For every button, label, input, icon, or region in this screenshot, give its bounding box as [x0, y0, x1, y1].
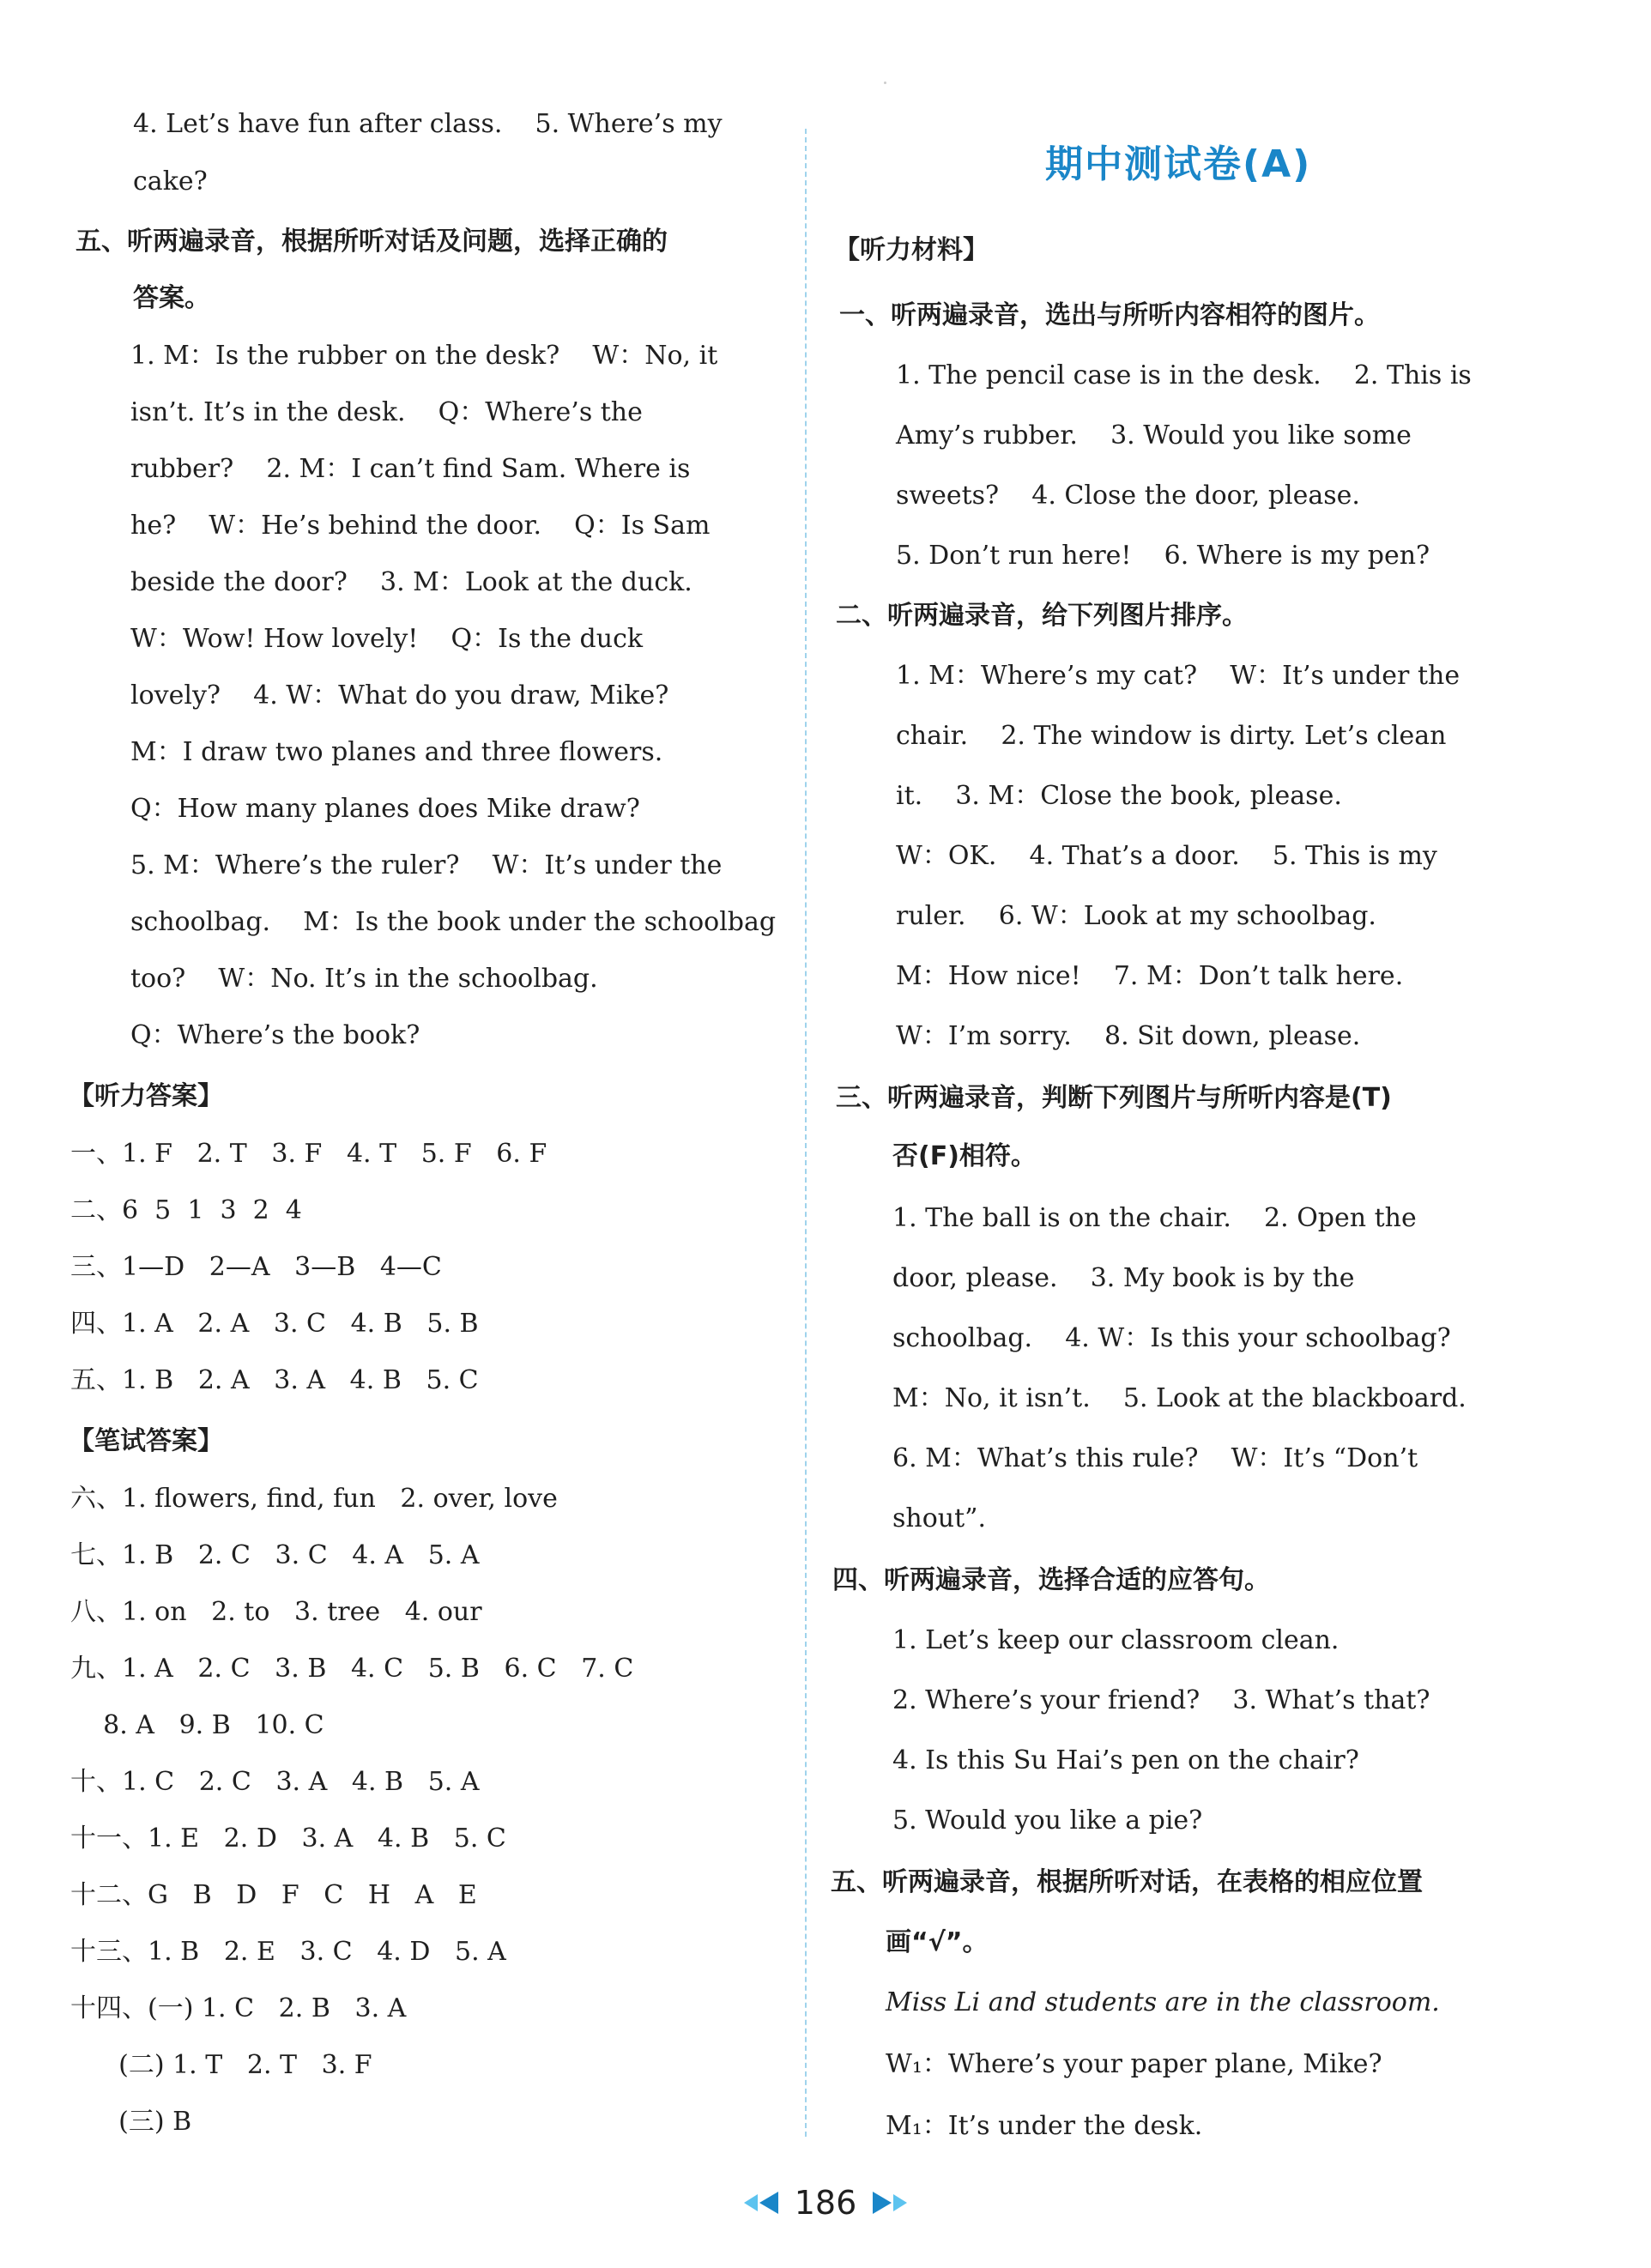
answer-line: 十一、1. E 2. D 3. A 4. B 5. C	[70, 1823, 506, 1854]
text-line: W：I’m sorry. 8. Sit down, please.	[896, 1021, 1361, 1051]
section-heading: 一、听两遍录音，选出与所听内容相符的图片。	[839, 300, 1380, 330]
materials-heading: 【听力材料】	[834, 235, 989, 265]
right-arrow-light-icon	[893, 2194, 907, 2211]
text-line: 5. M：Where’s the ruler? W：It’s under the	[130, 850, 723, 880]
text-line: ruler. 6. W：Look at my schoolbag.	[896, 901, 1376, 931]
text-line: 6. M：What’s this rule? W：It’s “Don’t	[892, 1443, 1418, 1473]
answer-line: 十二、G B D F C H A E	[70, 1880, 477, 1910]
text-line: lovely? 4. W：What do you draw, Mike?	[130, 680, 669, 711]
column-divider	[805, 129, 807, 2137]
text-line: W₁：Where’s your paper plane, Mike?	[886, 2049, 1382, 2079]
right-arrow-dark-icon	[873, 2192, 892, 2214]
text-line: 5. Don’t run here! 6. Where is my pen?	[896, 541, 1430, 571]
text-line: he? W：He’s behind the door. Q：Is Sam	[130, 511, 711, 541]
text-line: 1. M：Where’s my cat? W：It’s under the	[896, 661, 1460, 691]
text-line: 1. The ball is on the chair. 2. Open the	[892, 1203, 1417, 1233]
scan-speck	[884, 82, 886, 84]
answer-line: 八、1. on 2. to 3. tree 4. our	[70, 1597, 482, 1627]
answer-line: 七、1. B 2. C 3. C 4. A 5. A	[70, 1540, 480, 1570]
scene-description: Miss Li and students are in the classroom.	[886, 1987, 1440, 2017]
answers-heading: 【听力答案】	[69, 1081, 223, 1111]
text-line: Amy’s rubber. 3. Would you like some	[896, 420, 1412, 451]
section-heading: 五、听两遍录音，根据所听对话及问题，选择正确的	[76, 227, 668, 257]
text-line: 1. M：Is the rubber on the desk? W：No, it	[130, 341, 718, 371]
answer-line: 一、1. F 2. T 3. F 4. T 5. F 6. F	[70, 1139, 547, 1169]
text-line: chair. 2. The window is dirty. Let’s clean	[896, 721, 1447, 751]
answer-line: (三) B	[86, 2107, 192, 2137]
text-line: beside the door? 3. M：Look at the duck.	[130, 567, 692, 597]
answer-line: 六、1. flowers, find, fun 2. over, love	[70, 1484, 558, 1514]
text-line: M₁：It’s under the desk.	[886, 2111, 1203, 2141]
text-line: isn’t. It’s in the desk. Q：Where’s the	[130, 397, 643, 427]
double-left-arrow-icon[interactable]	[744, 2194, 783, 2211]
text-line: 4. Is this Su Hai’s pen on the chair?	[892, 1745, 1359, 1775]
text-line: schoolbag. 4. W：Is this your schoolbag?	[892, 1323, 1451, 1353]
section-heading: 答案。	[133, 283, 210, 313]
section-heading: 五、听两遍录音，根据所听对话，在表格的相应位置	[831, 1867, 1423, 1897]
answers-heading: 【笔试答案】	[69, 1426, 223, 1456]
text-line: M：How nice! 7. M：Don’t talk here.	[896, 961, 1404, 991]
text-line: door, please. 3. My book is by the	[892, 1263, 1355, 1293]
answer-line: 十三、1. B 2. E 3. C 4. D 5. A	[70, 1937, 506, 1967]
answer-line: 二、6 5 1 3 2 4	[70, 1195, 302, 1225]
page-footer	[0, 2184, 1651, 2235]
text-line: rubber? 2. M：I can’t find Sam. Where is	[130, 454, 691, 484]
section-heading: 画“√”。	[886, 1927, 989, 1957]
answer-line: 五、1. B 2. A 3. A 4. B 5. C	[70, 1365, 479, 1395]
text-line: 1. The pencil case is in the desk. 2. This is	[896, 360, 1472, 390]
text-line: W：Wow! How lovely! Q：Is the duck	[130, 624, 644, 654]
left-arrow-dark-icon	[759, 2192, 778, 2214]
section-heading: 二、听两遍录音，给下列图片排序。	[836, 601, 1248, 631]
text-line: 1. Let’s keep our classroom clean.	[892, 1625, 1340, 1655]
text-line: cake?	[133, 166, 208, 197]
text-line: Q：Where’s the book?	[130, 1020, 420, 1050]
section-heading: 否(F)相符。	[892, 1141, 1037, 1171]
answer-line: 三、1—D 2—A 3—B 4—C	[70, 1252, 442, 1282]
text-line: too? W：No. It’s in the schoolbag.	[130, 964, 598, 994]
text-line: M：No, it isn’t. 5. Look at the blackboard.	[892, 1383, 1467, 1413]
answer-line: 十、1. C 2. C 3. A 4. B 5. A	[70, 1767, 480, 1797]
text-line: it. 3. M：Close the book, please.	[896, 781, 1342, 811]
page-number: 186	[794, 2184, 857, 2222]
text-line: 4. Let’s have fun after class. 5. Where’s my	[133, 109, 723, 139]
text-line: 5. Would you like a pie?	[892, 1805, 1203, 1836]
answer-line: 四、1. A 2. A 3. C 4. B 5. B	[70, 1309, 479, 1339]
text-line: Q：How many planes does Mike draw?	[130, 794, 640, 824]
answer-line: 8. A 9. B 10. C	[70, 1710, 324, 1740]
text-line: shout”.	[892, 1503, 987, 1533]
text-line: M：I draw two planes and three flowers.	[130, 737, 663, 767]
text-line: schoolbag. M：Is the book under the schoolbag	[130, 907, 777, 937]
text-line: W：OK. 4. That’s a door. 5. This is my	[896, 841, 1437, 871]
answer-line: 十四、(一) 1. C 2. B 3. A	[70, 1993, 407, 2023]
double-right-arrow-icon[interactable]	[873, 2194, 907, 2211]
left-arrow-light-icon	[744, 2194, 758, 2211]
text-line: sweets? 4. Close the door, please.	[896, 481, 1360, 511]
section-heading: 三、听两遍录音，判断下列图片与所听内容是(T)	[836, 1083, 1392, 1113]
page-title: 期中测试卷(A)	[1045, 142, 1312, 186]
answer-line: 九、1. A 2. C 3. B 4. C 5. B 6. C 7. C	[70, 1654, 634, 1684]
answer-line: (二) 1. T 2. T 3. F	[86, 2050, 372, 2080]
text-line: 2. Where’s your friend? 3. What’s that?	[892, 1685, 1430, 1715]
section-heading: 四、听两遍录音，选择合适的应答句。	[832, 1565, 1270, 1595]
